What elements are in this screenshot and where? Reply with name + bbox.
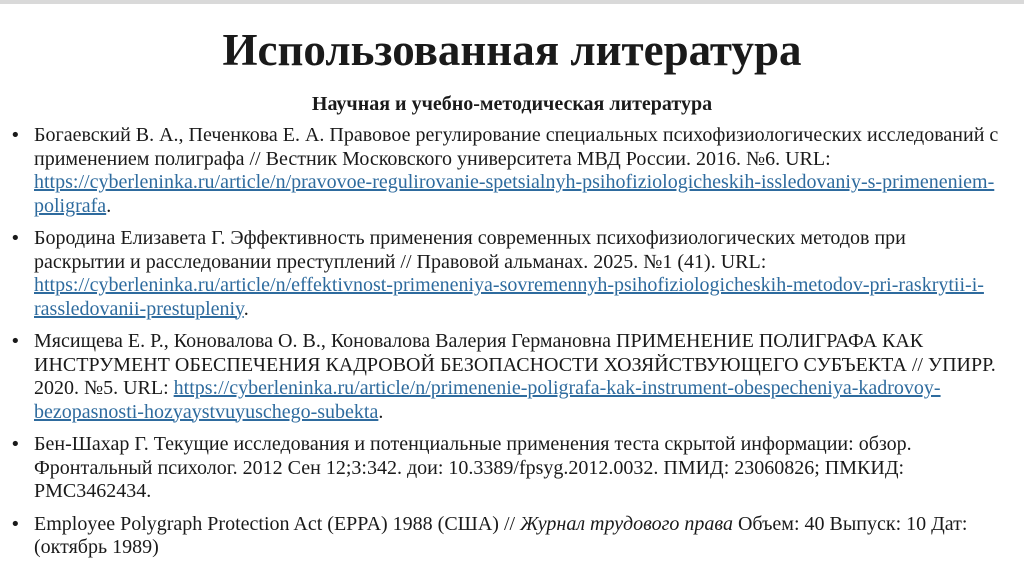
reference-text: Мясищева Е. Р., Коновалова О. В., Коновалова Валерия Германовна ПРИМЕНЕНИЕ ПОЛИГРАФА КАК ИНСТРУМЕНТ ОБЕСПЕЧЕНИЯ КАДРОВОЙ БЕЗОПАСНОСТИ ХОЗЯЙСТВУЮЩЕГО СУБЪЕКТА // УПИРР. 2020. №5. URL: <box>34 330 996 399</box>
bullet-icon: • <box>10 434 21 455</box>
reference-text-end: Объем: 40 Выпуск: 10 Дат: (октябрь 1989) <box>34 512 968 558</box>
reference-text: Бен-Шахар Г. Текущие исследования и потенциальные применения теста скрытой информации: обзор. Фронтальный психолог. 2012 Сен 12;3:342. дои: 10.3389/fpsyg.2012.0032. ПМИД: 23060826; ПМКИД: PMC3462434. <box>34 433 912 502</box>
reference-text-end: . <box>243 297 249 320</box>
slide-top-divider <box>0 0 1024 4</box>
reference-text-end: . <box>378 400 384 423</box>
reference-text-end: . <box>106 194 112 217</box>
reference-item-5 <box>10 513 1000 560</box>
reference-text: Employee Polygraph Protection Act (EPPA) 1988 (США) // <box>34 512 521 535</box>
reference-item-1 <box>10 124 1000 218</box>
bullet-icon: • <box>10 125 21 146</box>
journal-title: Журнал трудового права <box>520 512 733 535</box>
reference-link[interactable]: https://cyberleninka.ru/article/n/pravovoe-regulirovanie-spetsialnyh-psihofiziologicheskih-issledovaniy-s-primeneniem-poligrafa <box>34 171 995 217</box>
reference-item-3 <box>10 330 1000 424</box>
reference-item-4 <box>10 433 1000 504</box>
reference-link[interactable]: https://cyberleninka.ru/article/n/primenenie-poligrafa-kak-instrument-obespecheniya-kadrovoy-bezopasnosti-hozyaystvuyuschego-subekta <box>34 377 941 423</box>
slide-subtitle: Научная и учебно-методическая литература <box>311 93 713 115</box>
bullet-icon: • <box>10 331 21 352</box>
reference-item-2 <box>10 227 1000 321</box>
reference-link[interactable]: https://cyberleninka.ru/article/n/effektivnost-primeneniya-sovremennyh-psihofiziologicheskih-metodov-pri-raskrytii-i-rassledovanii-prestupleniy <box>34 274 984 320</box>
bullet-icon: • <box>10 513 21 535</box>
bullet-icon: • <box>10 228 21 249</box>
reference-text: Богаевский В. А., Печенкова Е. А. Правовое регулирование специальных психофизиологических исследований с применением полиграфа // Вестник Московского университета МВД России. 2016. №6. URL: <box>34 124 999 170</box>
reference-list <box>10 124 1000 569</box>
slide-title: Использованная литература <box>222 25 802 75</box>
reference-text: Бородина Елизавета Г. Эффективность применения современных психофизиологических методов при раскрытии и расследовании преступлений // Правовой альманах. 2025. №1 (41). URL: <box>34 227 906 273</box>
